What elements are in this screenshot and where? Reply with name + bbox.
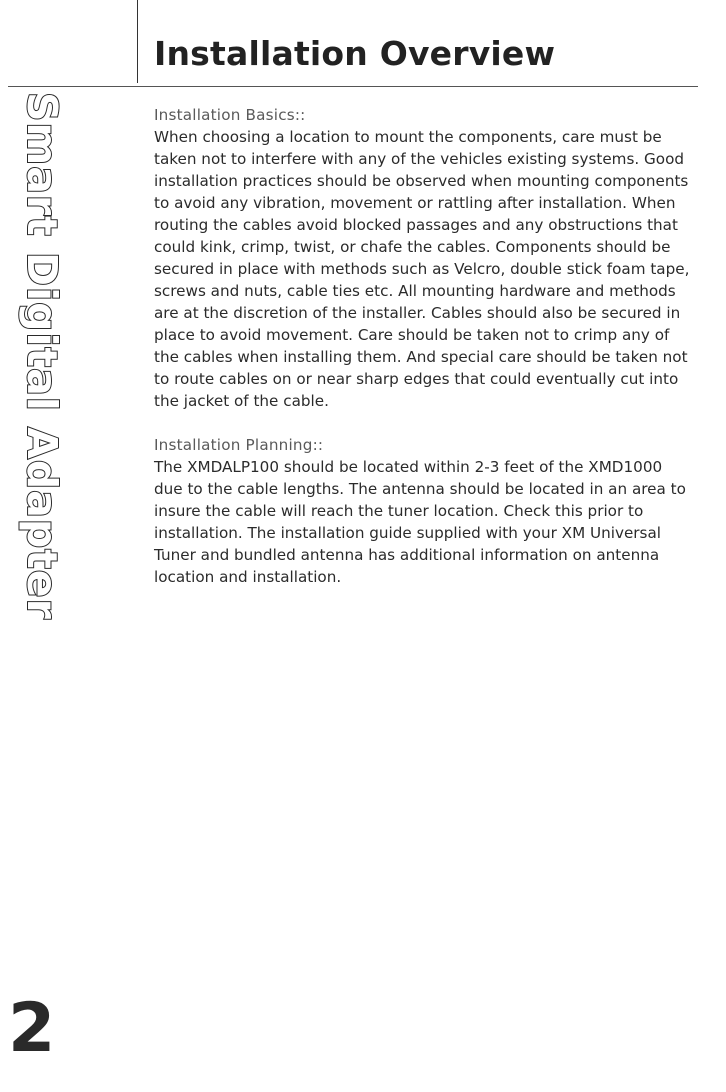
section-body: When choosing a location to mount the components, care must be taken not to interfere with any of the vehicles existing systems. Good installation practices should be observed when mounting components to avoid any vibration, movement or rattling after installation. When routing the cables avoid blocked passages and any obstructions that could kink, crimp, twist, or chafe the cables. Components should be secured in place with methods such as Velcro, double stick foam tape, screws and nuts, cable ties etc. All mounting hardware and methods are at the discretion of the installer. Cables should also be secured in place to avoid movement. Care should be taken not to crimp any of the cables when installing them. And special care should be taken not to route cables on or near sharp edges that could eventually cut into the jacket of the cable.	[154, 128, 690, 410]
side-product-title: Smart Digital Adapter	[18, 92, 66, 620]
header-divider	[8, 86, 698, 87]
main-content	[154, 104, 694, 610]
header-vertical-rule	[137, 0, 138, 83]
section-heading: Installation Basics::	[154, 106, 306, 124]
section-heading: Installation Planning::	[154, 436, 324, 454]
section-installation-planning	[154, 434, 694, 588]
page-title: Installation Overview	[154, 34, 556, 73]
section-installation-basics	[154, 104, 694, 412]
section-body: The XMDALP100 should be located within 2-3 feet of the XMD1000 due to the cable lengths. The antenna should be located in an area to insure the cable will reach the tuner location. Check this prior to installation. The installation guide supplied with your XM Universal Tuner and bundled antenna has additional information on antenna location and installation.	[154, 458, 686, 586]
page-number: 2	[8, 989, 56, 1068]
